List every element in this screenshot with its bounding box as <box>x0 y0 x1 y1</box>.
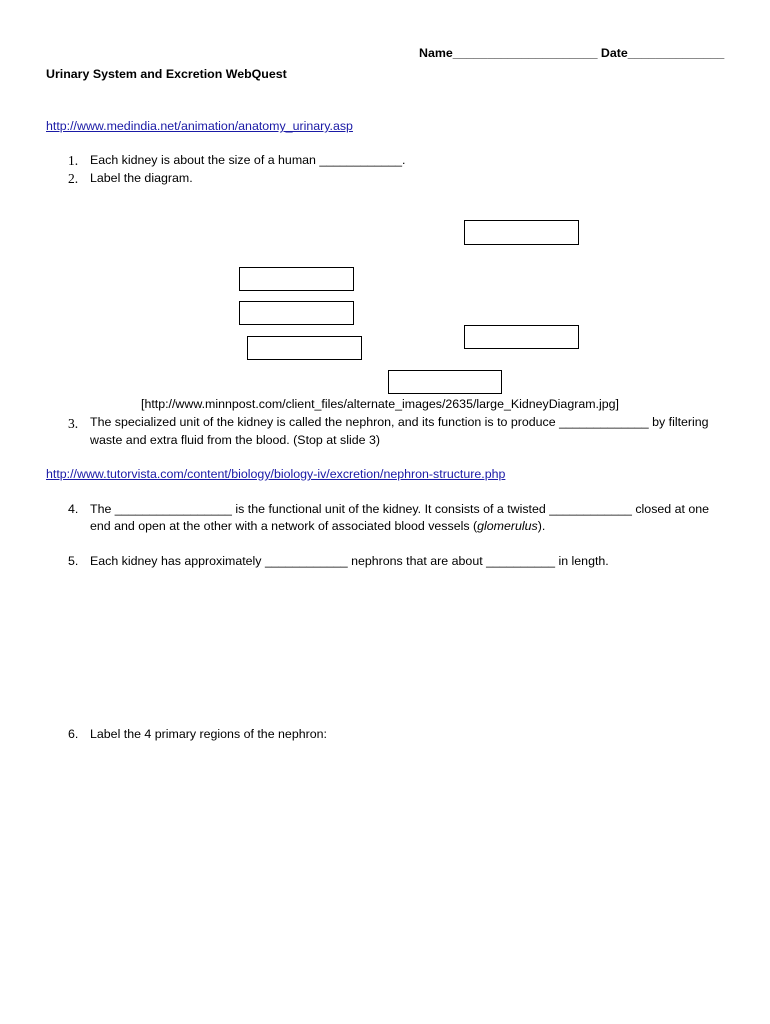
question-4-number: 4. <box>68 502 79 516</box>
diagram-label-box-2[interactable] <box>239 267 354 291</box>
diagram-source: [http://www.minnpost.com/client_files/alternate_images/2635/large_KidneyDiagram.jpg] <box>141 397 619 411</box>
question-3-line-2: waste and extra fluid from the blood. (Stop at slide 3) <box>90 433 380 447</box>
question-4-line-2-end: ). <box>537 519 546 533</box>
name-date-line: Name_____________________ Date______________ <box>419 46 725 60</box>
diagram-label-box-3[interactable] <box>239 301 354 325</box>
medindia-link[interactable]: http://www.medindia.net/animation/anatomy_urinary.asp <box>46 119 353 133</box>
question-2-text: Label the diagram. <box>90 171 193 185</box>
tutorvista-link[interactable]: http://www.tutorvista.com/content/biology/biology-iv/excretion/nephron-structure.php <box>46 467 506 481</box>
glomerulus-term: glomerulus <box>477 519 538 533</box>
question-3-number: 3. <box>68 416 79 431</box>
question-3-line-1: The specialized unit of the kidney is called the nephron, and its function is to produce _____________ by filtering <box>90 415 709 429</box>
question-4-line-2-start: end and open at the other with a network of associated blood vessels ( <box>90 519 478 533</box>
question-1-text: Each kidney is about the size of a human ____________. <box>90 153 406 167</box>
question-4-line-1: The _________________ is the functional unit of the kidney. It consists of a twisted ____________ closed at one <box>90 502 710 516</box>
question-4-line-2 <box>90 519 545 533</box>
diagram-label-box-5[interactable] <box>247 336 362 360</box>
diagram-label-box-6[interactable] <box>388 370 502 394</box>
question-6-number: 6. <box>68 727 79 741</box>
diagram-label-box-4[interactable] <box>464 325 579 349</box>
question-6-text: Label the 4 primary regions of the nephron: <box>90 727 327 741</box>
question-5-number: 5. <box>68 554 79 568</box>
question-2-number: 2. <box>68 171 79 186</box>
diagram-label-box-1[interactable] <box>464 220 579 245</box>
question-1-number: 1. <box>68 153 79 168</box>
question-5-text: Each kidney has approximately ____________ nephrons that are about __________ in length. <box>90 554 609 568</box>
worksheet-title: Urinary System and Excretion WebQuest <box>46 67 287 81</box>
